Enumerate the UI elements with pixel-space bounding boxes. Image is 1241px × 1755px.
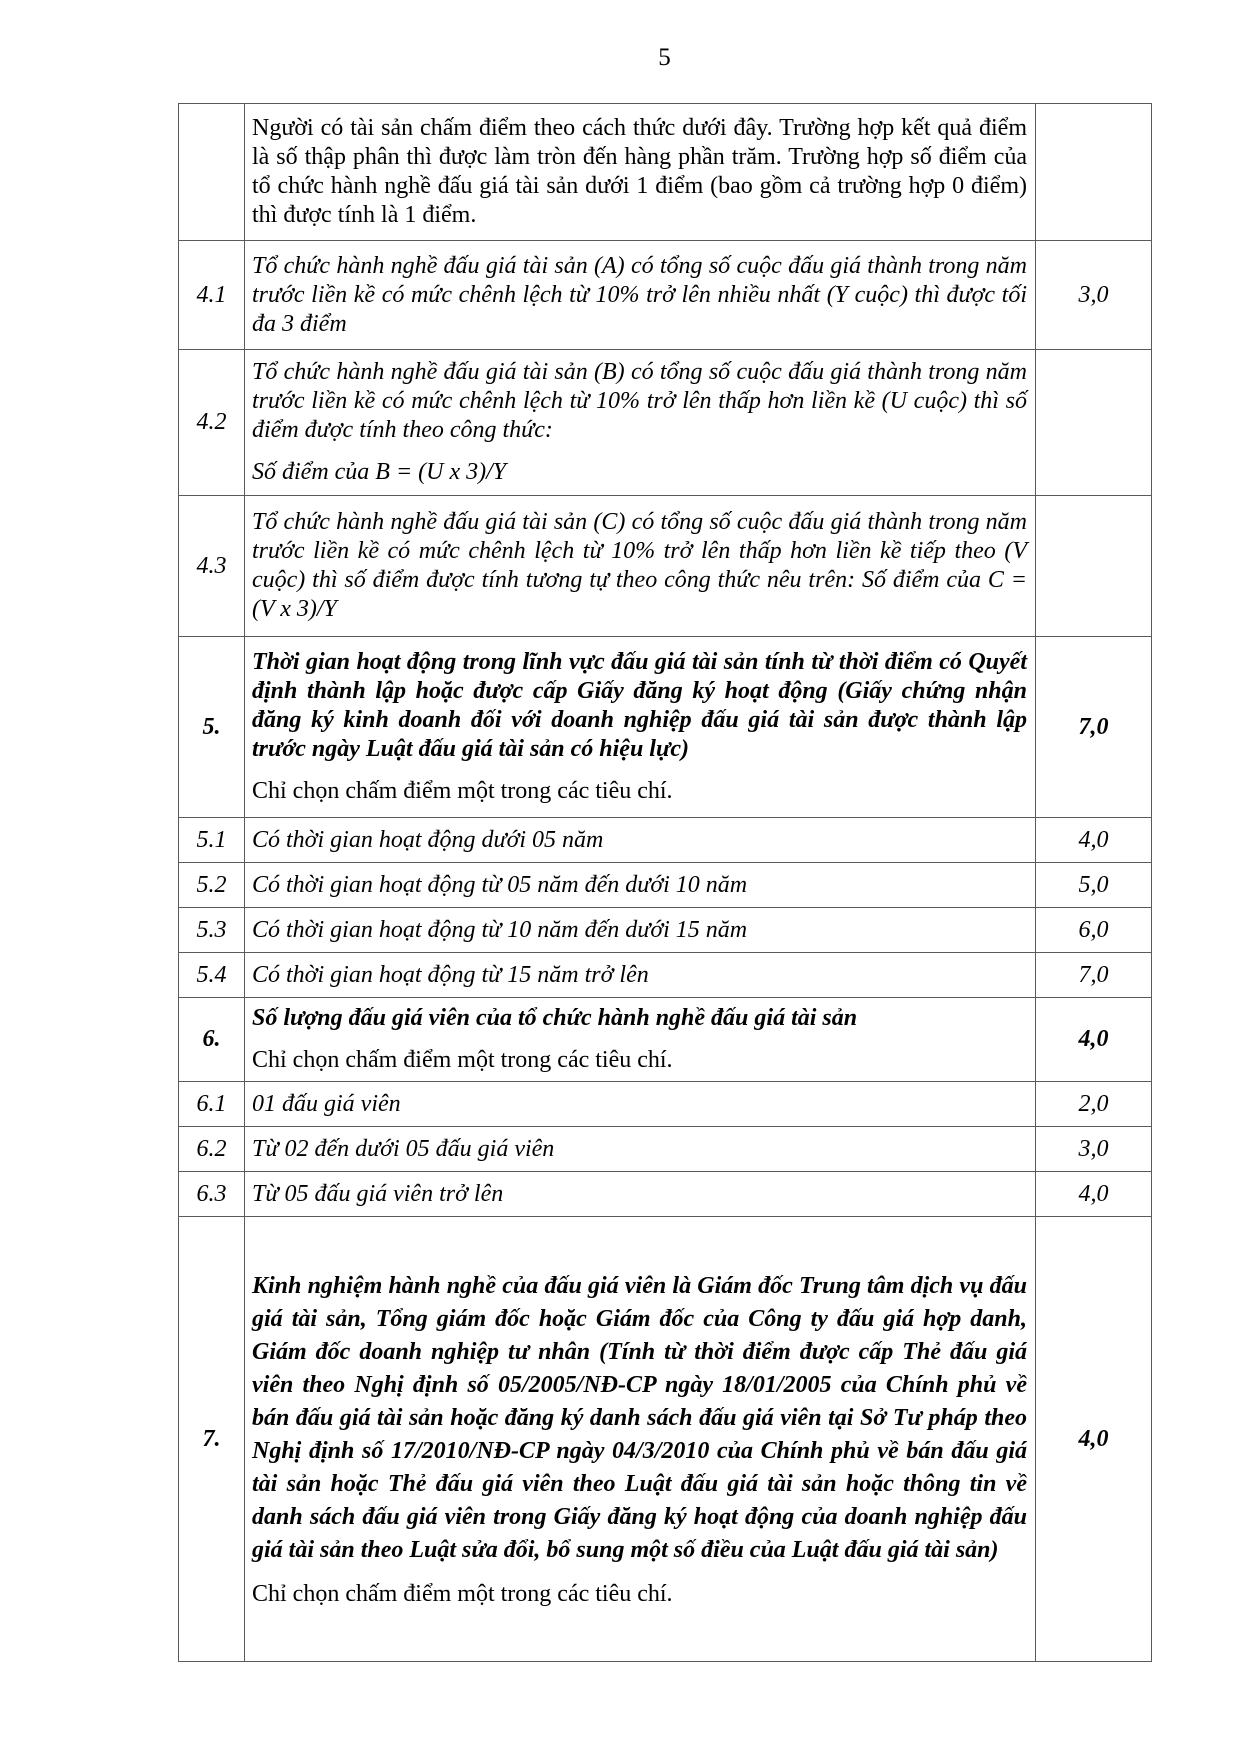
criteria-cell xyxy=(245,863,1036,908)
table-row-6 xyxy=(179,998,1152,1082)
row-number-cell xyxy=(179,104,245,241)
criteria-text: Có thời gian hoạt động từ 10 năm đến dưới 15 năm xyxy=(252,916,748,943)
criteria-note: Chỉ chọn chấm điểm một trong các tiêu chí. xyxy=(252,1580,673,1607)
score-cell: 3,0 xyxy=(1036,241,1152,350)
score-cell: 2,0 xyxy=(1036,1082,1152,1127)
score-cell: 5,0 xyxy=(1036,863,1152,908)
criteria-heading: Kinh nghiệm hành nghề của đấu giá viên là Giám đốc Trung tâm dịch vụ đấu giá tài sản, Tổng giám đốc hoặc Giám đốc của Công ty đấu giá hợp danh, Giám đốc doanh nghiệp tư nhân (Tính từ thời điểm được cấp Thẻ đấu giá viên theo Nghị định số 05/2005/NĐ-CP ngày 18/01/2005 của Chính phủ về bán đấu giá tài sản hoặc đăng ký danh sách đấu giá viên tại Sở Tư pháp theo Nghị định số 17/2010/NĐ-CP ngày 04/3/2010 của Chính phủ về bán đấu giá tài sản hoặc Thẻ đấu giá viên theo Luật đấu giá tài sản hoặc thông tin về danh sách đấu giá viên trong Giấy đăng ký hoạt động của doanh nghiệp đấu giá tài sản theo Luật sửa đổi, bổ sung một số điều của Luật đấu giá tài sản) xyxy=(252,1272,1027,1563)
row-number-cell: 7. xyxy=(179,1217,245,1662)
criteria-text: Có thời gian hoạt động dưới 05 năm xyxy=(252,826,604,853)
row-number-cell: 6. xyxy=(179,998,245,1082)
row-number-cell: 4.1 xyxy=(179,241,245,350)
table-row-4-1 xyxy=(179,241,1152,350)
criteria-cell xyxy=(245,637,1036,818)
table-row-5-2 xyxy=(179,863,1152,908)
criteria-cell xyxy=(245,1127,1036,1172)
row-number-cell: 4.2 xyxy=(179,350,245,496)
criteria-cell xyxy=(245,1172,1036,1217)
criteria-text: 01 đấu giá viên xyxy=(252,1090,401,1117)
criteria-cell xyxy=(245,241,1036,350)
page-number: 5 xyxy=(658,44,671,71)
criteria-text: Từ 05 đấu giá viên trở lên xyxy=(252,1180,504,1207)
row-number-cell: 5.4 xyxy=(179,953,245,998)
criteria-cell xyxy=(245,496,1036,637)
criteria-text: Có thời gian hoạt động từ 05 năm đến dưới 10 năm xyxy=(252,871,748,898)
table-row-6-2 xyxy=(179,1127,1152,1172)
table-row-5-1 xyxy=(179,818,1152,863)
score-cell: 3,0 xyxy=(1036,1127,1152,1172)
criteria-heading: Thời gian hoạt động trong lĩnh vực đấu giá tài sản tính từ thời điểm có Quyết định thành lập hoặc được cấp Giấy đăng ký hoạt động (Giấy chứng nhận đăng ký kinh doanh đối với doanh nghiệp đấu giá tài sản được thành lập trước ngày Luật đấu giá tài sản có hiệu lực) xyxy=(252,649,1027,762)
row-number-cell: 5.3 xyxy=(179,908,245,953)
table-row-intro xyxy=(179,104,1152,241)
table-row-5 xyxy=(179,637,1152,818)
criteria-heading: Số lượng đấu giá viên của tổ chức hành nghề đấu giá tài sản xyxy=(252,1005,858,1031)
row-number-cell: 4.3 xyxy=(179,496,245,637)
row-number-cell: 6.1 xyxy=(179,1082,245,1127)
criteria-cell xyxy=(245,1082,1036,1127)
criteria-cell xyxy=(245,350,1036,496)
criteria-text: Tổ chức hành nghề đấu giá tài sản (A) có tổng số cuộc đấu giá thành trong năm trước liền kề có mức chênh lệch từ 10% trở lên nhiều nhất (Y cuộc) thì được tối đa 3 điểm xyxy=(252,252,1027,337)
criteria-cell xyxy=(245,1217,1036,1662)
criteria-cell xyxy=(245,998,1036,1082)
score-cell xyxy=(1036,496,1152,637)
table-row-7 xyxy=(179,1217,1152,1662)
criteria-cell xyxy=(245,104,1036,241)
criteria-formula: Số điểm của B = (U x 3)/Y xyxy=(252,459,507,485)
score-cell: 4,0 xyxy=(1036,1172,1152,1217)
table-row-4-2 xyxy=(179,350,1152,496)
row-number-cell: 5.2 xyxy=(179,863,245,908)
table-row-6-3 xyxy=(179,1172,1152,1217)
row-number-cell: 5. xyxy=(179,637,245,818)
score-cell: 4,0 xyxy=(1036,1217,1152,1662)
criteria-text: Có thời gian hoạt động từ 15 năm trở lên xyxy=(252,961,649,988)
score-cell: 7,0 xyxy=(1036,953,1152,998)
criteria-cell xyxy=(245,908,1036,953)
criteria-text: Từ 02 đến dưới 05 đấu giá viên xyxy=(252,1135,555,1162)
score-cell: 6,0 xyxy=(1036,908,1152,953)
row-number-cell: 6.2 xyxy=(179,1127,245,1172)
table-row-6-1 xyxy=(179,1082,1152,1127)
score-cell: 7,0 xyxy=(1036,637,1152,818)
criteria-note: Chỉ chọn chấm điểm một trong các tiêu chí. xyxy=(252,1047,673,1073)
table-row-5-3 xyxy=(179,908,1152,953)
scoring-criteria-table xyxy=(178,103,1152,1662)
criteria-text: Tổ chức hành nghề đấu giá tài sản (C) có tổng số cuộc đấu giá thành trong năm trước liền kề có mức chênh lệch từ 10% trở lên thấp hơn liền kề tiếp theo (V cuộc) thì số điểm được tính tương tự theo công thức nêu trên: Số điểm của C = (V x 3)/Y xyxy=(252,509,1027,622)
row-number-cell: 6.3 xyxy=(179,1172,245,1217)
criteria-text: Người có tài sản chấm điểm theo cách thức dưới đây. Trường hợp kết quả điểm là số thập phân thì được làm tròn đến hàng phần trăm. Trường hợp số điểm của tổ chức hành nghề đấu giá tài sản dưới 1 điểm (bao gồm cả trường hợp 0 điểm) thì được tính là 1 điểm. xyxy=(252,115,1027,228)
score-cell: 4,0 xyxy=(1036,818,1152,863)
criteria-text: Tổ chức hành nghề đấu giá tài sản (B) có tổng số cuộc đấu giá thành trong năm trước liền kề có mức chênh lệch từ 10% trở lên thấp hơn liền kề (U cuộc) thì số điểm được tính theo công thức: xyxy=(252,359,1027,443)
score-cell xyxy=(1036,104,1152,241)
table-row-4-3 xyxy=(179,496,1152,637)
criteria-cell xyxy=(245,953,1036,998)
criteria-cell xyxy=(245,818,1036,863)
row-number-cell: 5.1 xyxy=(179,818,245,863)
score-cell xyxy=(1036,350,1152,496)
score-cell: 4,0 xyxy=(1036,998,1152,1082)
criteria-note: Chỉ chọn chấm điểm một trong các tiêu chí. xyxy=(252,778,673,804)
table-row-5-4 xyxy=(179,953,1152,998)
